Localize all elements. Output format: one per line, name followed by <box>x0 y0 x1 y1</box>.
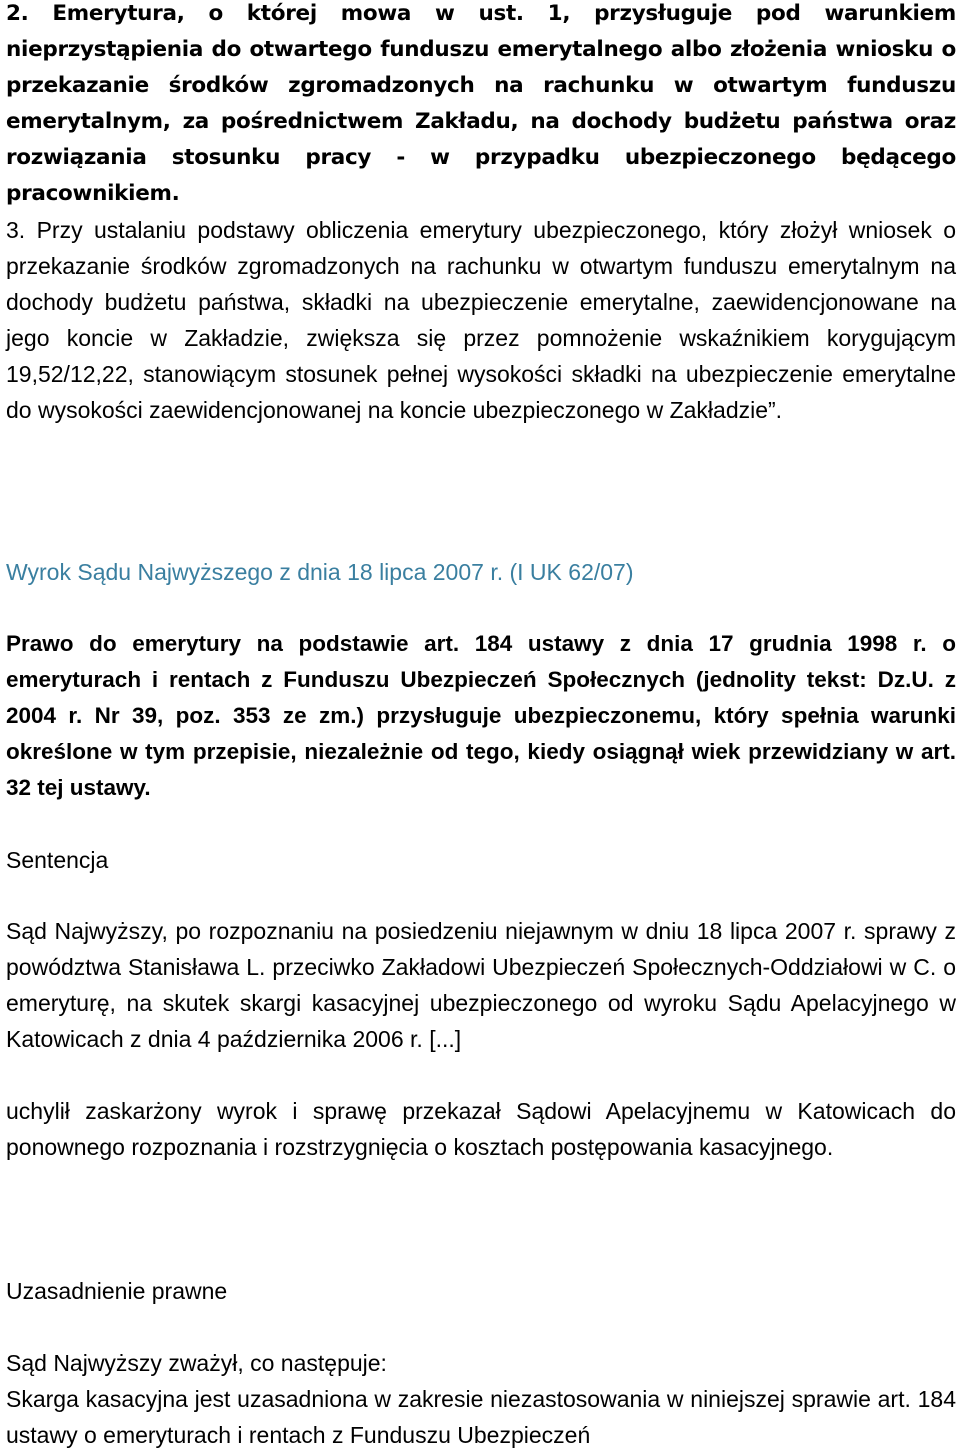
sentencja-body: Sąd Najwyższy, po rozpoznaniu na posiedzeniu niejawnym w dniu 18 lipca 2007 r. sprawy z powództwa Stanisława L. przeciwko Zakładowi Ubezpieczeń Społecznych-Oddziałowi w C. o emeryturę, na skutek skargi kasacyjnej ubezpieczonego od wyroku Sądu Apelacyjnego w Katowicach z dnia 4 października 2006 r. [...] <box>6 918 956 1052</box>
justification-heading: Uzasadnienie prawne <box>6 1278 228 1304</box>
justification-intro: Sąd Najwyższy zważył, co następuje: <box>6 1350 387 1376</box>
judgment-heading-link[interactable]: Wyrok Sądu Najwyższego z dnia 18 lipca 2007 r. (I UK 62/07) <box>6 559 634 585</box>
statute-paragraph-3: 3. Przy ustalaniu podstawy obliczenia emerytury ubezpieczonego, który złożył wniosek o przekazanie środków zgromadzonych na rachunku w otwartym funduszu emerytalnym na dochody budżetu państwa, składki na ubezpieczenie emerytalne, zaewidencjonowane na jego koncie w Zakładzie, zwiększa się przez pomnożenie wskaźnikiem korygującym 19,52/12,22, stanowiącym stosunek pełnej wysokości składki na ubezpieczenie emerytalne do wysokości zaewidencjonowanej na koncie ubezpieczonego w Zakładzie”. <box>6 217 956 423</box>
sentencja-ruling: uchylił zaskarżony wyrok i sprawę przekazał Sądowi Apelacyjnemu w Katowicach do ponownego rozpoznania i rozstrzygnięcia o kosztach postępowania kasacyjnego. <box>6 1098 956 1160</box>
justification-body: Skarga kasacyjna jest uzasadniona w zakresie niezastosowania w niniejszej sprawie art. 184 ustawy o emeryturach i rentach z Funduszu Ubezpieczeń <box>6 1386 956 1448</box>
judgment-thesis: Prawo do emerytury na podstawie art. 184 ustawy z dnia 17 grudnia 1998 r. o emeryturach i rentach z Funduszu Ubezpieczeń Społecznych (jednolity tekst: Dz.U. z 2004 r. Nr 39, poz. 353 ze zm.) przysługuje ubezpieczonemu, który spełnia warunki określone w tym przepisie, niezależnie od tego, kiedy osiągnął wiek przewidziany w art. 32 tej ustawy. <box>6 631 956 800</box>
sentencja-heading: Sentencja <box>6 847 109 873</box>
statute-paragraph-2: 2. Emerytura, o której mowa w ust. 1, przysługuje pod warunkiem nieprzystąpienia do otwartego funduszu emerytalnego albo złożenia wniosku o przekazanie środków zgromadzonych na rachunku w otwartym funduszu emerytalnym, za pośrednictwem Zakładu, na dochody budżetu państwa oraz rozwiązania stosunku pracy - w przypadku ubezpieczonego będącego pracownikiem. <box>6 1 956 206</box>
